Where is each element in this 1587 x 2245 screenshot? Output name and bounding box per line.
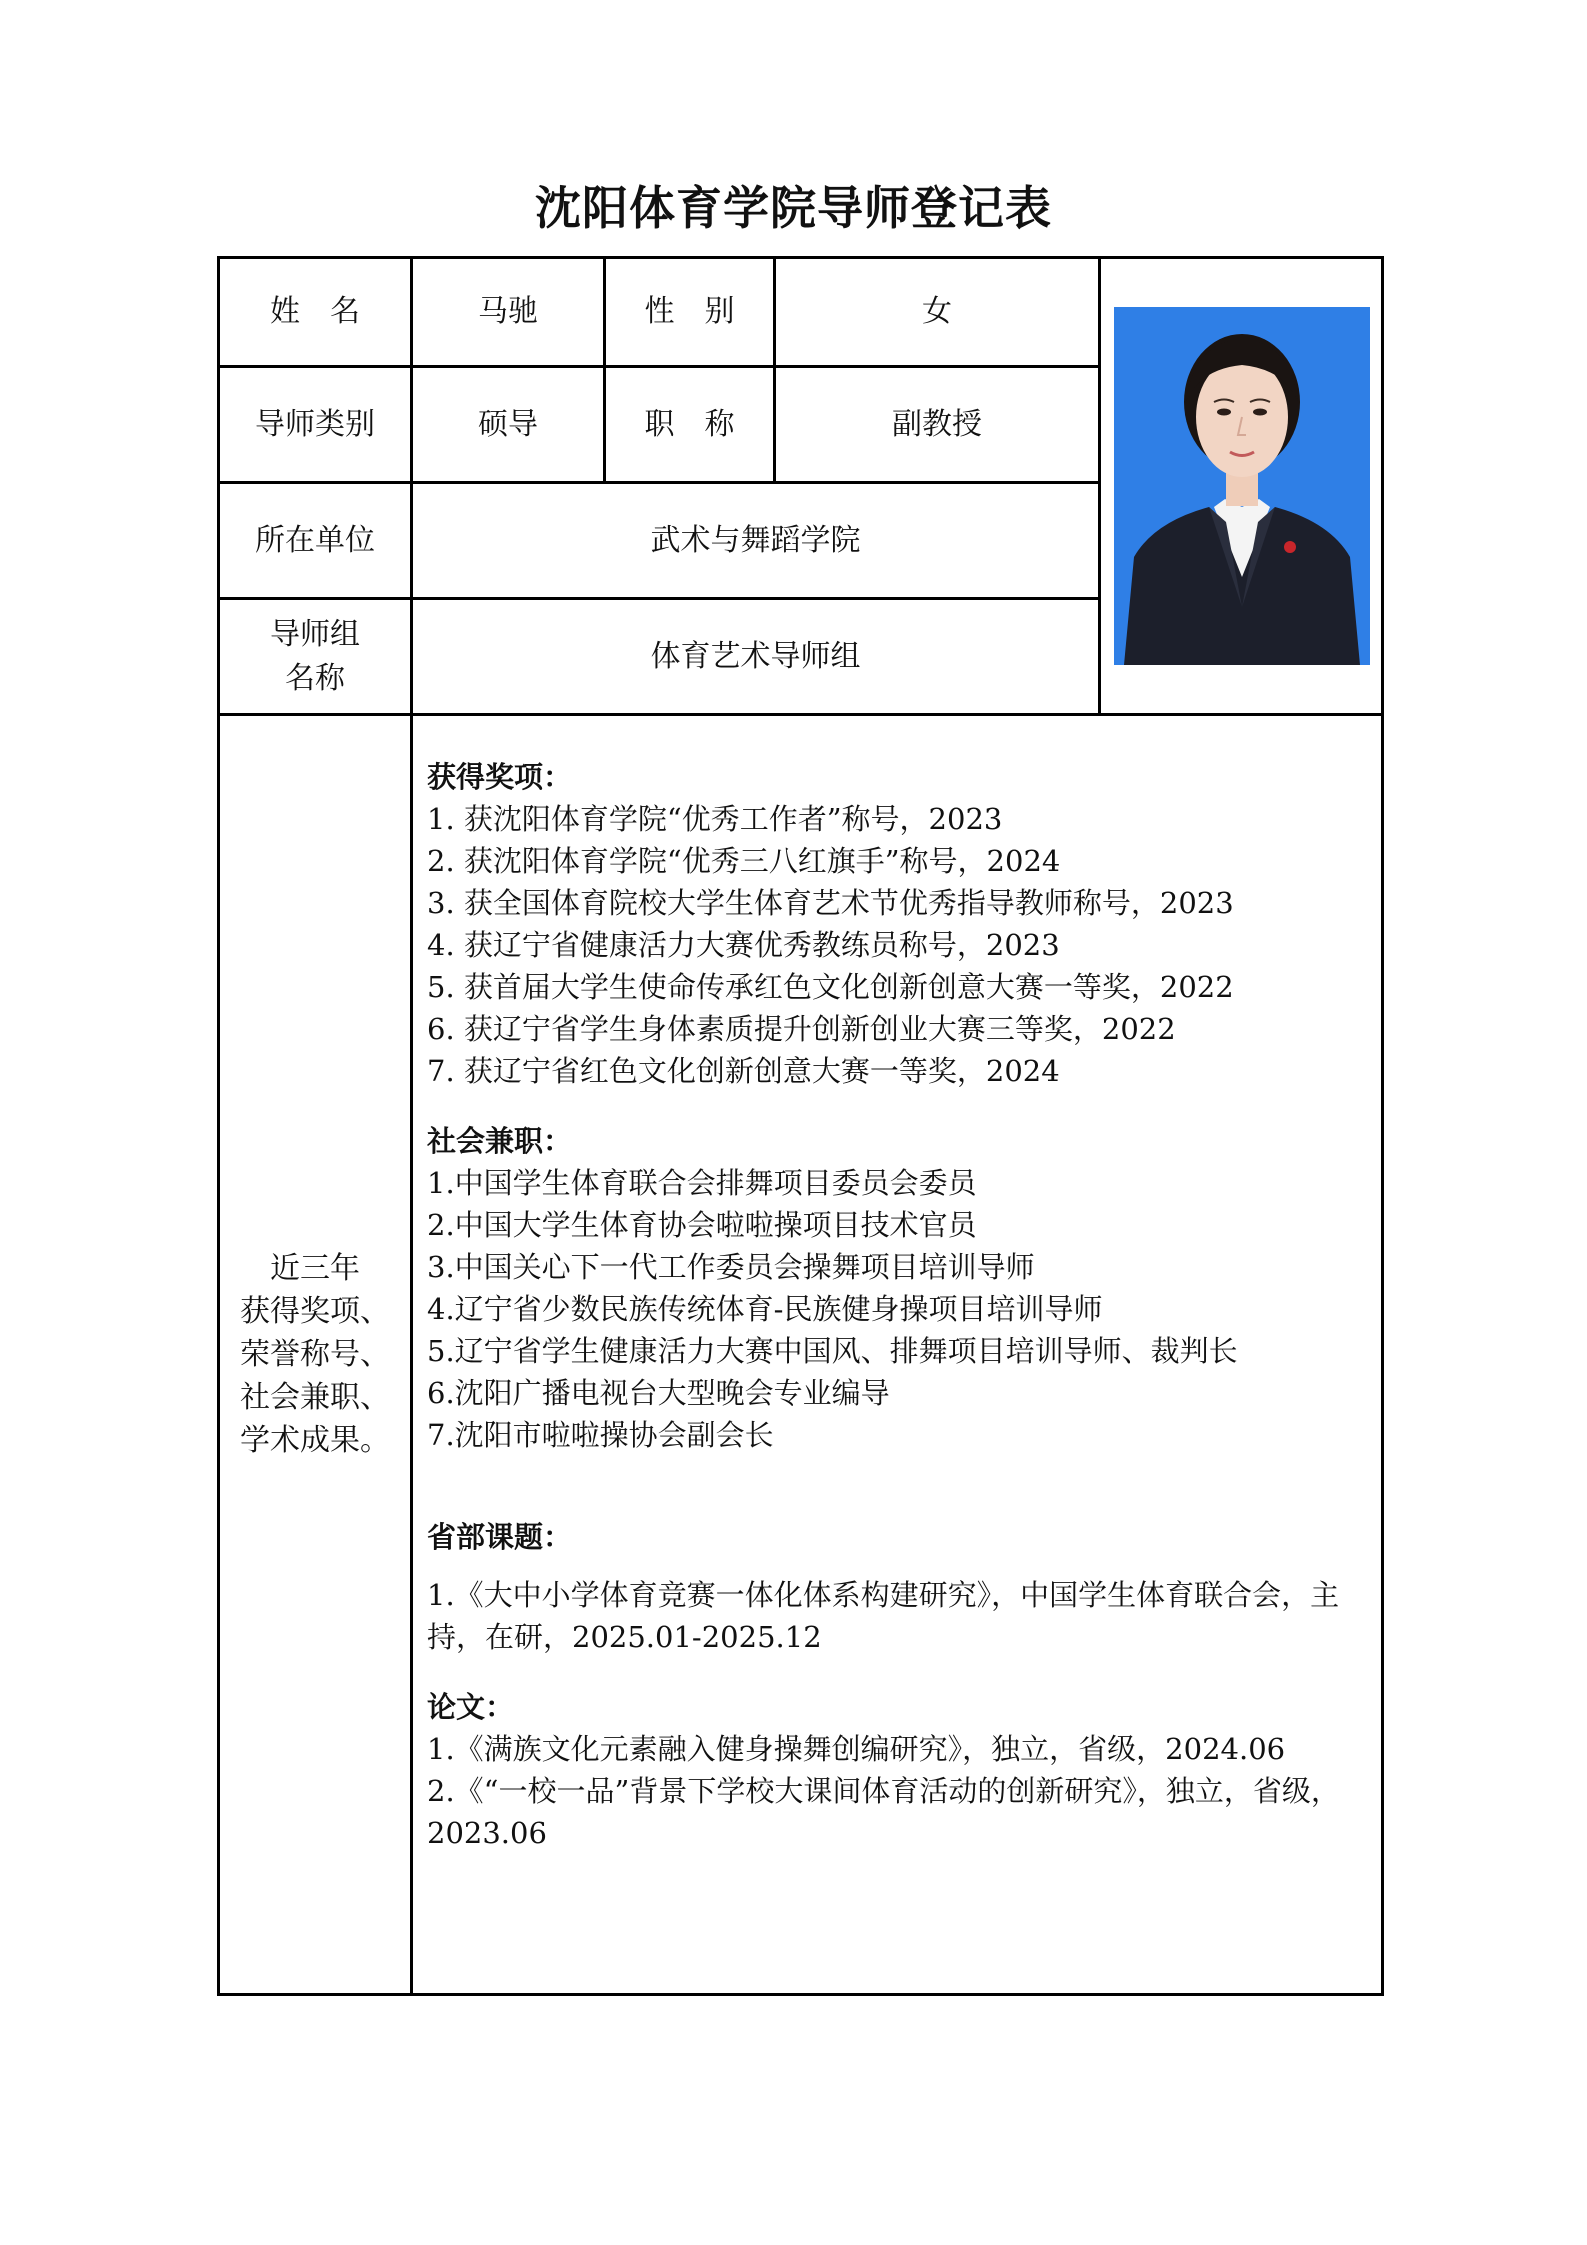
achievements-content — [427, 756, 1377, 1854]
position-item: 3.中国关心下一代工作委员会操舞项目培训导师 — [427, 1250, 1035, 1284]
portrait-photo — [1114, 307, 1370, 665]
award-item: 6. 获辽宁省学生身体素质提升创新创业大赛三等奖，2022 — [427, 1012, 1176, 1046]
position-item: 2.中国大学生体育协会啦啦操项目技术官员 — [427, 1208, 977, 1242]
group-value: 体育艺术导师组 — [650, 638, 861, 674]
award-item: 2. 获沈阳体育学院“优秀三八红旗手”称号，2024 — [427, 844, 1061, 878]
unit-value: 武术与舞蹈学院 — [650, 522, 861, 558]
position-item: 6.沈阳广播电视台大型晚会专业编导 — [427, 1376, 890, 1410]
title-value: 副教授 — [892, 406, 982, 442]
tutor-type-label: 导师类别 — [255, 406, 375, 442]
name-label: 姓 名 — [270, 294, 360, 330]
award-item: 7. 获辽宁省红色文化创新创意大赛一等奖，2024 — [427, 1054, 1060, 1088]
gender-value: 女 — [922, 294, 952, 330]
projects-heading: 省部课题： — [427, 1520, 573, 1554]
position-item: 1.中国学生体育联合会排舞项目委员会委员 — [427, 1166, 977, 1200]
group-label: 导师组 名称 — [270, 617, 360, 696]
awards-heading: 获得奖项： — [427, 760, 573, 794]
award-item: 5. 获首届大学生使命传承红色文化创新创意大赛一等奖，2022 — [427, 970, 1234, 1004]
positions-heading: 社会兼职： — [427, 1124, 573, 1158]
paper-item: 2.《“一校一品”背景下学校大课间体育活动的创新研究》，独立，省级，2023.06 — [427, 1774, 1340, 1850]
paper-item: 1.《满族文化元素融入健身操舞创编研究》，独立，省级，2024.06 — [427, 1732, 1286, 1766]
title-label: 职 称 — [644, 406, 735, 442]
tutor-type-value: 硕导 — [478, 406, 538, 442]
position-item: 7.沈阳市啦啦操协会副会长 — [427, 1418, 774, 1452]
name-value: 马驰 — [478, 294, 538, 330]
portrait-illustration — [1114, 307, 1370, 665]
gender-label: 性 别 — [644, 294, 735, 330]
page-title: 沈阳体育学院导师登记表 — [535, 181, 1052, 235]
position-item: 5.辽宁省学生健康活力大赛中国风、排舞项目培训导师、裁判长 — [427, 1334, 1238, 1368]
project-item: 1.《大中小学体育竞赛一体化体系构建研究》，中国学生体育联合会，主持，在研，2025.01-2025.12 — [427, 1578, 1340, 1654]
award-item: 4. 获辽宁省健康活力大赛优秀教练员称号，2023 — [427, 928, 1060, 962]
unit-label: 所在单位 — [255, 522, 375, 558]
registration-table — [217, 256, 1384, 1996]
achievements-label: 近三年 获得奖项、 荣誉称号、 社会兼职、 学术成果。 — [240, 1251, 390, 1458]
award-item: 1. 获沈阳体育学院“优秀工作者”称号，2023 — [427, 802, 1003, 836]
position-item: 4.辽宁省少数民族传统体育-民族健身操项目培训导师 — [427, 1292, 1103, 1326]
papers-heading: 论文： — [427, 1690, 515, 1724]
award-item: 3. 获全国体育院校大学生体育艺术节优秀指导教师称号，2023 — [427, 886, 1234, 920]
